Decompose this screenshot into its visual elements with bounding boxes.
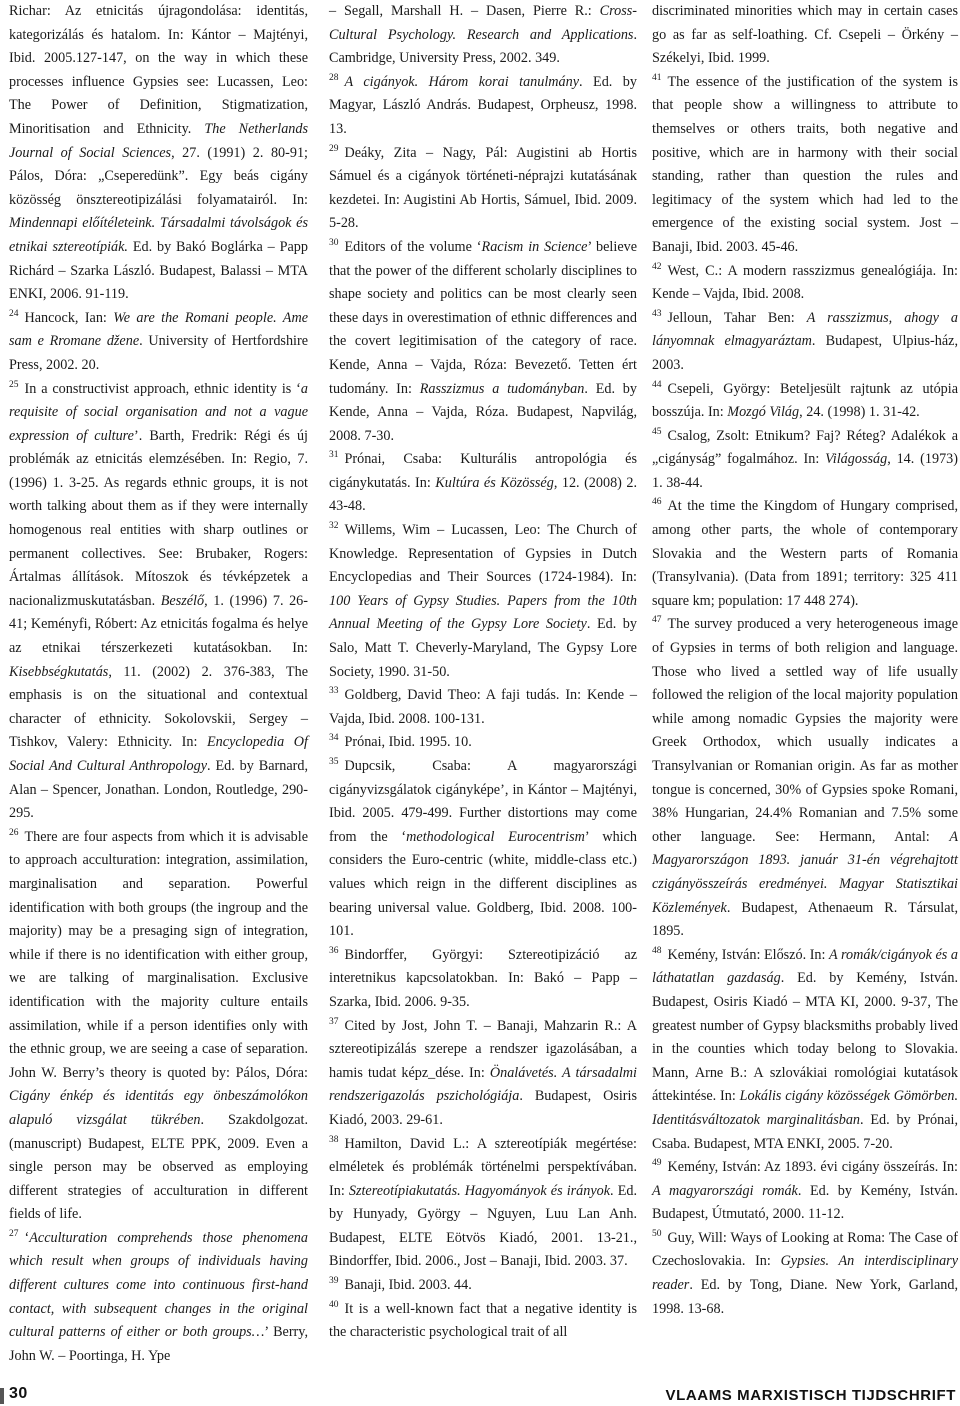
- footnote-text: Willems, Wim – Lucassen, Leo: The Church of Knowledge. Representation of Gypsies in Dutch Encyclopedias and Their Sources (1724-1984). In:: [329, 522, 637, 586]
- footnote-text: Prónai, Ibid. 1995. 10.: [344, 734, 472, 751]
- footnote-title-italic: Sztereotípiakutatás. Hagyományok és irányok: [348, 1182, 611, 1199]
- footnote-31: [329, 448, 637, 519]
- footnote-text: Cited by Jost, John T. – Banaji, Mahzarin R.: A sztereotipizálás szerepe a rendszer igazolásában, a hamis tudat képz_dése. In:: [329, 1017, 637, 1081]
- footnote-text: , 11. (2002) 2. 376-383, The emphasis is on the situational and contextual character of ethnicity. Sokolovskii, Sergey – Tishkov, Valery: Ethnicity. In:: [9, 663, 308, 751]
- footnote-number: 43: [652, 308, 662, 319]
- footnote-42: [652, 260, 958, 307]
- footnote-title-italic: Beszélő: [160, 592, 205, 609]
- footnote-number: 25: [9, 379, 19, 390]
- footnote-title-italic: We are the Romani people. Ame sam e Rromane džene: [9, 309, 308, 350]
- page-number-bar: [0, 1388, 4, 1404]
- footnote-title-italic: a requisite of social organisation and not a vague expression of culture: [9, 380, 308, 444]
- footnote-40: [329, 1298, 637, 1345]
- page-number: 30: [9, 1385, 28, 1402]
- footnote-title-italic: Racism in Science: [481, 238, 588, 255]
- footnote-title-italic: Lokális cigány közösségek Gömörben. Identitásváltozatok marginalitásban: [652, 1088, 958, 1128]
- footnote-number: 24: [9, 308, 19, 319]
- footnote-text: There are four aspects from which it is advisable to approach acculturation: integration, assimilation, marginalisation and separation. Powerful identification with both groups (the ingroup and the majority) may be a presaging sign of integration, while if there is no identification with either group, we are talking of marginalisation. Exclusive identification with the majority culture entails assimilation, while if a person identifies only with the ethnic group, we are seeing a case of separation. John W. Berry’s theory is quoted by: Pálos, Dóra:: [9, 828, 308, 1081]
- footnote-39: [329, 1274, 637, 1298]
- footnote-text: In a constructivist approach, ethnic identity is ‘: [24, 380, 301, 397]
- journal-title: VLAAMS MARXISTISCH TIJDSCHRIFT: [665, 1387, 956, 1404]
- footnote-text: , 12. (2008) 2. 43-48.: [329, 474, 638, 515]
- footnote-text: ’ believe that the power of the different scholarly disciplines to shape society and politics can be most clearly seen these days in overestimation of ethnic differences and the covert legitimisation of the category of race. Kende, Anna – Vajda, Róza: Bevezető. Tetten ért tudomány. In:: [329, 238, 638, 397]
- footnote-title-italic: Mindennapi előítéleteink. Társadalmi távolságok és etnikai sztereotípiák.: [9, 215, 308, 255]
- footnote-number: 26: [9, 827, 19, 838]
- footnote-text: discriminated minorities which may in certain cases go as far as self-loathing. Cf. Csepeli – Örkény – Székelyi, Ibid. 1999.: [652, 3, 958, 67]
- footnote-number: 38: [329, 1134, 339, 1145]
- footnote-33: [329, 684, 637, 731]
- footnote-number: 32: [329, 521, 339, 532]
- footnote-number: 42: [652, 261, 662, 272]
- footnote-text: Hamilton, David L.: A sztereotípiák megértése: elméletek és problémák történelmi perspektívában. In:: [329, 1135, 637, 1199]
- footnote-title-italic: A cigányok. Három korai tanulmány: [344, 73, 580, 90]
- footnote-34: [329, 731, 637, 755]
- footnote-26: [9, 826, 308, 1227]
- footnote-text: , 24. (1998) 1. 31-42.: [799, 404, 920, 421]
- footnote-text: . Szakdolgozat. (manuscript) Budapest, ELTE PPK, 2009. Even a single person may be observed as employing different strategies of acculturation in different fields of life.: [9, 1111, 309, 1223]
- footnote-text: . Ed. by Kende, Anna – Vajda, Róza. Budapest, Napvilág, 2008. 7-30.: [329, 380, 637, 444]
- footnote-title-italic: Világosság: [825, 451, 888, 468]
- footnote-text: ’ Berry, John W. – Poortinga, H. Ype: [9, 1324, 308, 1364]
- footnote-text: ’. Barth, Fredrik: Régi és új problémák az etnicitás elemzésében. In: Regio, 7. (1996) 1. 3-25. As regards ethnic groups, it is not worth talking about them as if they were internally homogenous real entities with sharp outlines or permanent collectives. See: Brubaker, Rogers: Ártalmas állítások. Mítoszok és tévképzetek a nacionalizmuskutatásban.: [9, 427, 308, 609]
- footnote-title-italic: The Netherlands Journal of Social Sciences: [9, 120, 308, 161]
- footnote-number: 40: [329, 1299, 339, 1310]
- footnote-text: . Cambridge, University Press, 2002. 349.: [329, 26, 637, 67]
- footnote-text: . Ed. by Prónai, Csaba. Budapest, MTA ENKI, 2005. 7-20.: [652, 1111, 958, 1152]
- footnote-27: [9, 1227, 308, 1369]
- footnote-46: [652, 495, 958, 613]
- footnote-text: , 1. (1996) 7. 26-41; Keményfi, Róbert: Az etnicitás fogalma és helye az etnikai térszerkezeti kutatásokban. In:: [9, 592, 308, 657]
- footnote-title-italic: Rasszizmus a tudományban: [419, 380, 585, 397]
- footnote-number: 33: [329, 686, 339, 697]
- footnote-text: Banaji, Ibid. 2003. 44.: [344, 1277, 472, 1294]
- footnote-text: . Budapest, Osiris Kiadó, 2003. 29-61.: [329, 1088, 637, 1128]
- footnote-title-italic: methodological Eurocentrism: [406, 828, 585, 845]
- footnote-title-italic: A romák/cigányok és a láthatatlan gazdaság: [652, 946, 958, 987]
- footnote-number: 29: [329, 143, 339, 154]
- footnote-text: Dupcsik, Csaba: A magyarországi cigányvizsgálatok cigányképe’, in Kántor – Majtényi, Ibid. 2005. 479-499. Further distortions may come from the ‘: [329, 758, 637, 845]
- footnote-text: . Ed. by Tong, Diane. New York, Garland, 1998. 13-68.: [652, 1277, 958, 1317]
- footnote-35: [329, 755, 637, 944]
- footnote-number: 36: [329, 945, 339, 956]
- footnote-43: [652, 307, 958, 378]
- footnote-text: Jelloun, Tahar Ben:: [667, 309, 807, 326]
- footnote-text: . University of Hertfordshire Press, 2002. 20.: [9, 333, 309, 373]
- footnote-50: [652, 1227, 958, 1321]
- footnote-text: ‘: [24, 1229, 30, 1246]
- footnote-title-italic: 100 Years of Gypsy Studies. Papers from the 10th Annual Meeting of the Gypsy Lore Society: [329, 592, 637, 633]
- footnote-text: Csalog, Zsolt: Etnikum? Faj? Réteg? Adalékok a „cigányság” fogalmához. In:: [652, 427, 958, 468]
- footnote-24: [9, 307, 308, 378]
- footnote-text: Kemény, István: Az 1893. évi cigány összeírás. In:: [667, 1159, 958, 1176]
- footnote-text: Deáky, Zita – Nagy, Pál: Augistini ab Hortis Sámuel és a cigányok történeti-néprajzi kutatásának kezdetei. In: Augistini Ab Hortis, Sámuel, Ibid. 2009. 5-28.: [329, 144, 637, 232]
- footnote-number: 37: [329, 1016, 339, 1027]
- footnote-text: Bindorffer, Györgyi: Sztereotipizáció az interetnikus kapcsolatokban. In: Bakó – Papp – Szarka, Ibid. 2006. 9-35.: [329, 946, 637, 1010]
- footnote-text: . Ed. by Kemény, István. Budapest, Útmutató, 2000. 11-12.: [652, 1182, 958, 1223]
- footnote-text: Guy, Will: Ways of Looking at Roma: The Case of Czechoslovakia. In:: [652, 1229, 958, 1270]
- footnote-title-italic: Acculturation comprehends those phenomena which result when groups of individuals having different cultures come into continuous first-hand contact, with subsequent changes in the original cultural patterns of either or both groups…: [9, 1229, 308, 1341]
- footnote-text: The essence of the justification of the system is that people show a willingness to attribute to themselves or others traits, both negative and positive, which are in harmony with their social standing, rather than question the rules and legitimacy of the system which had led to the emergence of the existing social system. Jost – Banaji, Ibid. 2003. 45-46.: [652, 73, 958, 255]
- footnote-38: [329, 1133, 637, 1275]
- footnote-title-italic: Mozgó Világ: [727, 404, 800, 421]
- footnote-text: . Ed. by Hunyady, György – Nguyen, Luu Lan Anh. Budapest, ELTE Eötvös Kiadó, 2001. 13-21., Bindorffer, Ibid. 2006., Jost – Banaji, Ibid. 2003. 37.: [329, 1182, 637, 1270]
- footnote-number: 49: [652, 1158, 662, 1169]
- footnote-text: Csepeli, György: Beteljesült rajtunk az utópia bosszúja. In:: [652, 380, 958, 421]
- footnote-number: 31: [329, 450, 339, 461]
- footnote-45: [652, 425, 958, 496]
- footnote-41: [652, 71, 958, 260]
- footnote-continuation: [652, 0, 958, 71]
- footnote-text: , 27. (1991) 2. 80-91; Pálos, Dóra: „Cseperedünk”. Egy beás cigány közösség önsztereotipizálási folyamatairól. In:: [9, 144, 308, 208]
- footnote-text: At the time the Kingdom of Hungary comprised, among other parts, the whole of contemporary Slovakia and the Western parts of Romania (Transylvania). (Data from 1891; territory: 325 411 square km; population: 17 448 274).: [652, 498, 958, 609]
- footnote-number: 50: [652, 1228, 662, 1239]
- footnote-text: . Ed. by Kemény, István. Budapest, Osiris Kiadó – MTA KI, 2000. 9-37, The greatest number of Gypsy blacksmiths probably lived in the counties which today belong to Slovakia. Mann, Arne B.: A szlovákiai romológiai kutatások áttekintése. In:: [652, 970, 958, 1105]
- footnote-text: . Ed. by Magyar, László András. Budapest, Orpheusz, 1998. 13.: [329, 73, 637, 137]
- footnote-text: It is a well-known fact that a negative identity is the characteristic psychological trait of all: [329, 1300, 637, 1341]
- footnote-text: The survey produced a very heterogeneous image of Gypsies in terms of both religion and language. Those who lived a settled way of life usually followed the religion of the local majority population while among nomadic Gypsies the majority were Greek Orthodox, which usually indicates a Transylvanian or Romanian origin. As far as mother tongue is concerned, 30% of Gypsies spoke Romani, 38% Hungarian, 24.4% Romanian and 7.5% some other language. See: Hermann, Antal:: [652, 616, 958, 845]
- footnote-text: Richar: Az etnicitás újragondolása: identitás, kategorizálás és hatalom. In: Kántor – Majtényi, Ibid. 2005.127-147, on the way in which these processes influence Gypsies see: Lucassen, Leo: The Power of Definition, Stigmatization, Minoritisation and Ethnicity.: [9, 3, 308, 137]
- footnote-title-italic: A magyarországi romák: [652, 1182, 798, 1199]
- footnote-title-italic: Gypsies. An interdisciplinary reader: [652, 1253, 958, 1294]
- footnote-text: ’ which considers the Euro-centric (white, middle-class etc.) values which reign in the different disciplines as bearing universal value. Goldberg, Ibid. 2008. 100-101.: [329, 828, 637, 940]
- footnote-36: [329, 944, 637, 1015]
- footnote-number: 39: [329, 1276, 339, 1287]
- footnote-title-italic: Cigány énkép és identitás egy önbeszámolókon alapuló vizsgálat tükrében: [9, 1088, 308, 1128]
- footnote-47: [652, 613, 958, 943]
- footnote-title-italic: Cross-Cultural Psychology. Research and Applications: [329, 3, 637, 43]
- footnote-number: 30: [329, 237, 339, 248]
- footnotes-column-middle: [329, 0, 637, 1345]
- footnote-number: 44: [652, 379, 662, 390]
- footnote-number: 46: [652, 497, 662, 508]
- footnote-title-italic: Kultúra és Közösség: [435, 474, 554, 491]
- footnote-29: [329, 142, 637, 236]
- footnote-text: . Ed. by Barnard, Alan – Spencer, Jonathan. London, Routledge, 290-295.: [9, 758, 308, 822]
- footnote-37: [329, 1015, 637, 1133]
- footnote-number: 41: [652, 72, 662, 83]
- footnote-number: 45: [652, 426, 662, 437]
- footnote-28: [329, 71, 637, 142]
- footnote-text: Prónai, Csaba: Kulturális antropológia és cigánykutatás. In:: [329, 451, 637, 491]
- footnote-number: 47: [652, 615, 662, 626]
- footnote-text: Editors of the volume ‘: [344, 238, 482, 255]
- footnote-title-italic: A rasszizmus, ahogy a lányomnak elmagyaráztam: [652, 309, 958, 350]
- footnote-text: Hancock, Ian:: [24, 309, 114, 326]
- footnote-text: Ed. by Bakó Boglárka – Papp Richárd – Szarka László. Budapest, Balassi – MTA ENKI, 2006. 91-119.: [9, 238, 308, 303]
- footnote-32: [329, 519, 637, 684]
- footnote-25: [9, 378, 308, 826]
- footnote-text: . Ed. by Salo, Matt T. Cheverly-Maryland, The Gypsy Lore Society, 1990. 31-50.: [329, 616, 637, 680]
- footnote-number: 34: [329, 733, 339, 744]
- footnote-number: 35: [329, 757, 339, 767]
- footnote-text: West, C.: A modern rasszizmus genealógiája. In: Kende – Vajda, Ibid. 2008.: [652, 262, 958, 303]
- footnote-text: . Budapest, Ulpius-ház, 2003.: [652, 333, 958, 373]
- footnote-text: Goldberg, David Theo: A faji tudás. In: Kende – Vajda, Ibid. 2008. 100-131.: [329, 687, 637, 727]
- footnotes-column-right: [652, 0, 958, 1321]
- footnote-text: . Budapest, Athenaeum R. Társulat, 1895.: [652, 899, 958, 940]
- footnote-49: [652, 1156, 958, 1227]
- footnote-continuation: [329, 0, 637, 71]
- footnote-continuation: [9, 0, 308, 307]
- footnote-title-italic: A Magyarországon 1893. január 31-én végrehajtott czigányösszeírás eredményei. Magyar Statisztikai Közlemények: [652, 828, 958, 916]
- footnote-number: 28: [329, 72, 339, 83]
- footnote-text: Kemény, István: Előszó. In:: [667, 946, 830, 963]
- footnote-title-italic: Önalávetés. A társadalmi rendszerigazolás pszichológiája: [329, 1064, 637, 1105]
- footnote-44: [652, 378, 958, 425]
- footnote-number: 48: [652, 945, 662, 956]
- footnote-48: [652, 944, 958, 1156]
- footnote-title-italic: Kisebbségkutatás: [9, 663, 109, 680]
- footnotes-column-left: [9, 0, 308, 1368]
- footnote-text: , 14. (1973) 1. 38-44.: [652, 451, 958, 491]
- page-footer: [0, 1384, 960, 1406]
- footnote-30: [329, 236, 637, 448]
- footnote-title-italic: Encyclopedia Of Social And Cultural Anthropology: [9, 734, 308, 774]
- footnote-number: 27: [9, 1228, 19, 1239]
- footnote-text: – Segall, Marshall H. – Dasen, Pierre R.:: [329, 3, 600, 19]
